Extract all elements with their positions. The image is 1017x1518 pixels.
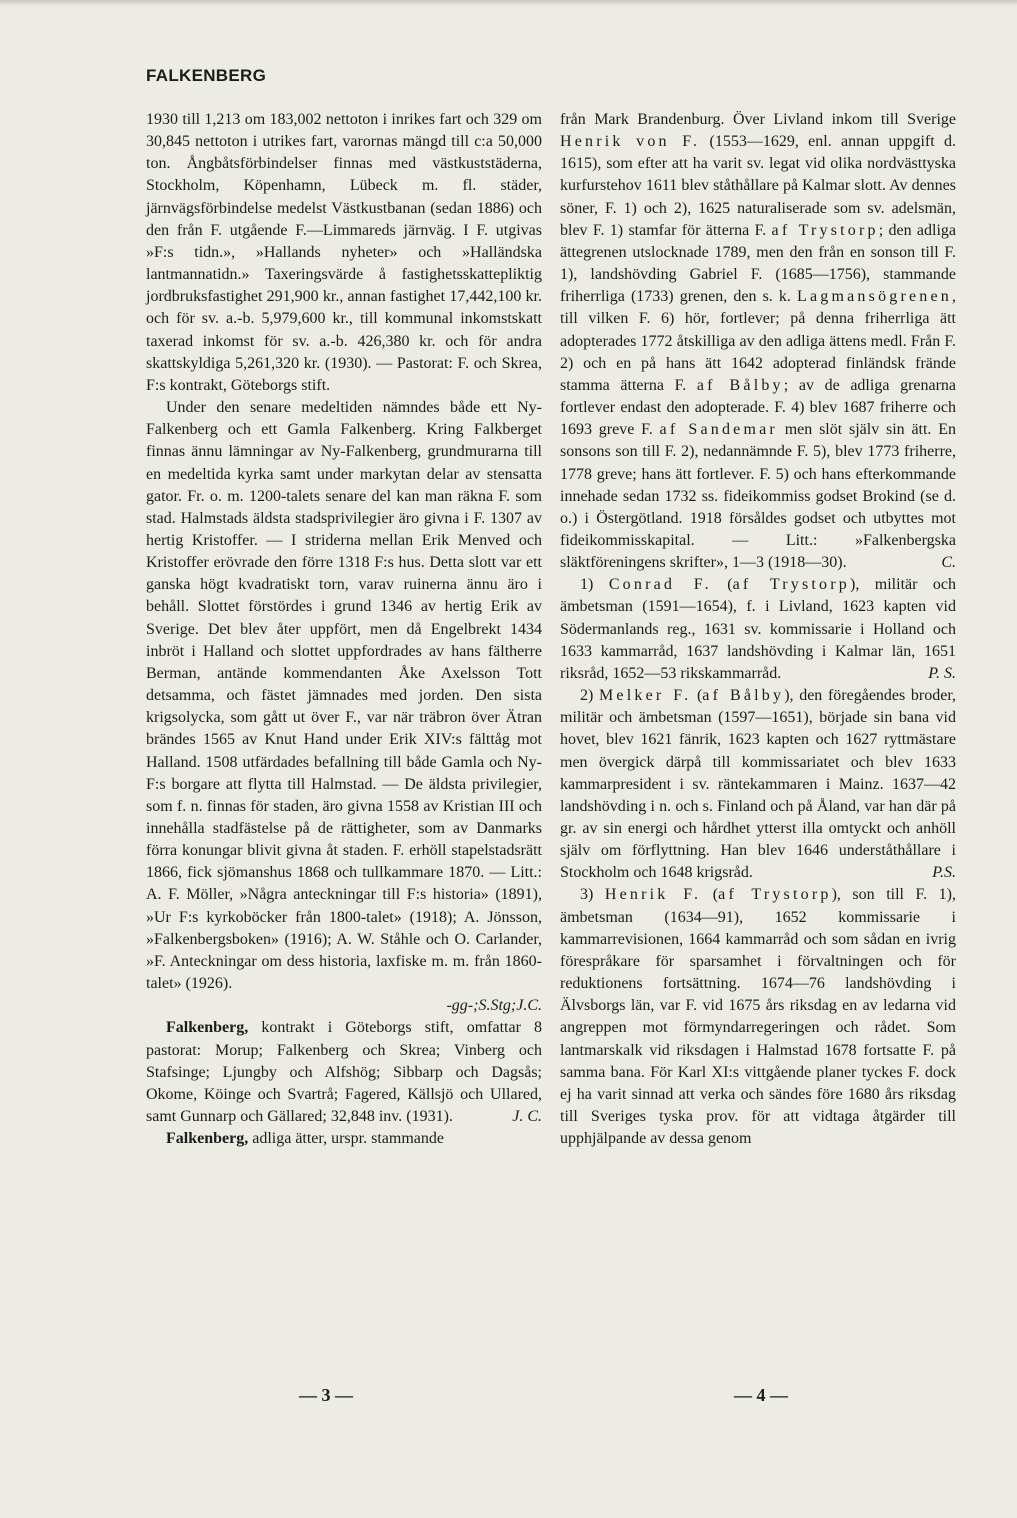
entry-house: af Bålby: [702, 687, 785, 705]
family-text-c: ; den adliga ättegrenen utslocknade 1789, men den från en sonson till F. 1), landshövding Gabriel F. (1685—1756), stammande friherrliga (1733) grenen, den s. k.: [560, 221, 956, 306]
entry-number: 1): [580, 576, 609, 594]
entry-paren: (: [701, 886, 719, 904]
kontrakt-text: kontrakt i Göteborgs stift, omfattar 8 pastorat: Morup; Falkenberg och Skrea; Vinberg och Stafsinge; Ljungby och Alfshög; Sibbarp och Dagsås; Okome, Köinge och Svartrå; Fagered, Källsjö och Ullared, samt Gunnarp och Gällared; 32,848 inv. (1931).: [146, 1019, 542, 1126]
entry-paren: (: [711, 576, 733, 594]
right-column: [560, 109, 956, 1150]
entry-melker: [560, 685, 956, 884]
name-lagmansogrenen: Lagmansögrenen: [797, 288, 952, 306]
entry-signature: P. S.: [928, 664, 956, 682]
entry-text: ), den föregåendes broder, militär och ämbetsman (1597—1651), började sin bana vid hovet, blev 1621 fänrik, 1623 kapten och 1627 ryttmästare men övergick därpå till kommissariatet och blev 1633 kammarpresident i sv. räntekammaren i Mainz. 1637—42 landshövding i n. och s. Finland och på Åland, var han där på gr. av sin energi och hårdhet ytterst illa omtyckt och anhöll själv om förflyttning. Han blev 1646 underståthållare i Stockholm och 1648 krigsråd.: [560, 687, 957, 882]
family-text-b: (1553—1629, enl. annan uppgift d. 1615), som efter att ha varit sv. legat vid olika nordvästtyska kurfurstehov 1611 blev ståthållare på Kalmar slott. Av dennes söner, F. 1) och 2), 1625 naturaliserade som sv. adelsmän, blev F. 1) stamfar för ätterna F.: [560, 133, 956, 239]
family-headword: Falkenberg,: [166, 1130, 249, 1148]
family-text-a: från Mark Brandenburg. Över Livland inkom till Sverige: [560, 111, 956, 128]
family-text-d: , till vilken F. 6) hör, fortlever; på denna friherrliga ätt adopterades 1772 åtskilliga av den adliga ättens medl. Från F. 2) och en på hans ätt 1642 adopterad finländsk frände stamma ätterna F.: [560, 288, 956, 394]
entry-text: ), son till F. 1), ämbetsman (1634—91), 1652 kommissarie i kammarrevisionen, 1664 kammarråd och som sådan en ivrig förespråkare för sparsamhet i förvaltningen och för reduktionens fortsättning. 1674—76 landshövding i Älvsborgs län, var F. vid 1675 års riksdag en av ledarna vid angreppen mot förmyndarregeringen och rådet. Som lantmarskalk vid riksdagen i Halmstad 1678 fortsatte F. på samma bana. För Karl XI:s vittgående planer tyckes F. dock ej ha varit sinnad att verka och sändes före 1680 års riksdag till Sveriges tyska prov. för att vidtaga åtgärder till upphjälpande av dessa genom: [560, 886, 956, 1148]
entry-signature: P.S.: [932, 864, 956, 882]
page-edge-shadow: [0, 0, 1017, 6]
entry-house: af Trystorp: [718, 886, 832, 904]
family-text-e: ; av de adliga grenarna fortlever endast den adopterade. F. 4) blev 1687 friherre och 1693 greve F.: [560, 376, 957, 439]
entry-text: ), militär och ämbetsman (1591—1654), f. i Livland, 1623 kapten vid Södermanlands reg., 1631 sv. kommissarie i Holland och 1633 kammarråd, 1637 landshövding i Kalmar län, 1651 riksråd, 1652—53 rikskammarråd.: [560, 576, 957, 682]
family-signature: C.: [941, 554, 956, 572]
page-number-left: — 3 —: [299, 1385, 353, 1405]
name-henrik-von-f: Henrik von F.: [560, 133, 701, 151]
entry-name: Conrad F.: [608, 576, 712, 594]
name-af-sandemar: af Sandemar: [659, 421, 778, 439]
paragraph-family: [146, 1128, 542, 1150]
history-text: Under den senare medeltiden nämndes både ett Ny-Falkenberg och ett Gamla Falkenberg. Kring Falkberget finnas ännu lämningar av Ny-Falkenberg, grundmurarna till en medeltida kyrka samt under markytan delar av stensatta gator. Fr. o. m. 1200-talets senare del kan man räkna F. som stad. Halmstads äldsta stadsprivilegier äro givna i F. 1307 av hertig Kristoffer. — I striderna mellan Erik Menved och Kristoffer erövrade den förre 1318 F:s hus. Detta slott var ett ganska högt kvadratiskt torn, varav ruinerna ännu äro i behåll. Slottet förstördes i grund 1346 av hertig Erik av Sverige. Det blev åter uppfört, men då Engelbrekt 1434 inbröt i Halland och slottet uppfordrades av hans fältherre Berman, antände kommendanten Åke Axelsson Tott detsamma, och fästet jämnades med jorden. Den sista krigsolycka, som gått ut över F., var när träbron över Ätran brändes 1565 av Knut Hand under Erik XIV:s fälttåg mot Halland. 1508 utfärdades befallning till både Gamla och Ny-F:s borgare att flytta till Halmstad. — De äldsta privilegier, som f. n. finnas för staden, äro givna 1558 av Kristian III och innehålla stadfästelse på de rättigheter, som av Danmarks förra konungar blivit givna åt staden. F. erhöll stapelstadsrätt 1866, fick sjömanshus 1868 och tullkammare 1870. — Litt.: A. F. Möller, »Några anteckningar till F:s historia» (1891), »Ur F:s kyrkoböcker från 1800-talet» (1918); A. Jönsson, »Falkenbergsboken» (1916); A. W. Ståhle och O. Carlander, »F. Anteckningar om dess historia, laxfiske m. m. från 1860-talet» (1926).: [146, 399, 542, 993]
family-text-start: adliga ätter, urspr. stammande: [248, 1130, 444, 1148]
paragraph-family-continued: [560, 109, 956, 574]
paragraph-kontrakt: [146, 1017, 542, 1128]
family-text-f: men slöt själv sin ätt. En sonsons son till F. 2), nedannämnde F. 5), blev 1773 friherre, 1778 greve; hans ätt fortlever. F. 5) och hans efterkommande innehade sedan 1732 ss. fideikommiss godset Brokind (se d. o.) i Östergötland. 1918 försåldes godset och utbyttes mot fideikommisskapital. — Litt.: »Falkenbergska släktföreningens skrifter», 1—3 (1918—30).: [560, 421, 957, 572]
entry-number: 2): [580, 687, 599, 705]
entry-henrik: [560, 884, 956, 1150]
paragraph-history: [146, 397, 542, 995]
entry-name: Henrik F.: [604, 886, 702, 904]
entry-name: Melker F.: [599, 687, 692, 705]
running-title: FALKENBERG: [146, 66, 267, 85]
kontrakt-signature: J. C.: [512, 1108, 542, 1126]
kontrakt-headword: Falkenberg,: [166, 1019, 249, 1037]
name-af-trystorp: af Trystorp: [771, 221, 879, 239]
left-column: [146, 109, 542, 1150]
name-af-balby: af Bålby: [696, 376, 784, 394]
entry-house: af Trystorp: [732, 576, 850, 594]
history-signature: -gg-;S.Stg;J.C.: [446, 997, 542, 1015]
entry-conrad: [560, 574, 956, 685]
paragraph-shipping-stats: 1930 till 1,213 om 183,002 nettoton i inrikes fart och 329 om 30,845 nettoton i utrikes fart, varornas mängd till c:a 50,000 ton. Ångbåtsförbindelser finnas med västkuststäderna, Stockholm, Köpenhamn, Lübeck m. fl. städer, järnvägsförbindelse medelst Västkustbanan (sedan 1886) och den från F. utgående F.—Limmareds järnväg. I F. utgivas »F:s tidn.», »Hallands nyheter» och »Halländska lantmannatidn.» Taxeringsvärde å fastighetsskattepliktig jordbruksfastighet 291,900 kr., annan fastighet 17,442,100 kr. och för sv. a.-b. 5,979,600 kr., till kommunal inkomstskatt taxerad inkomst för sv. a.-b. 426,380 kr. och för andra skattskyldiga 5,261,320 kr. (1930). — Pastorat: F. och Skrea, F:s kontrakt, Göteborgs stift.: [146, 111, 542, 394]
page-number-right: — 4 —: [734, 1385, 788, 1405]
entry-paren: (: [691, 687, 703, 705]
entry-number: 3): [580, 886, 605, 904]
